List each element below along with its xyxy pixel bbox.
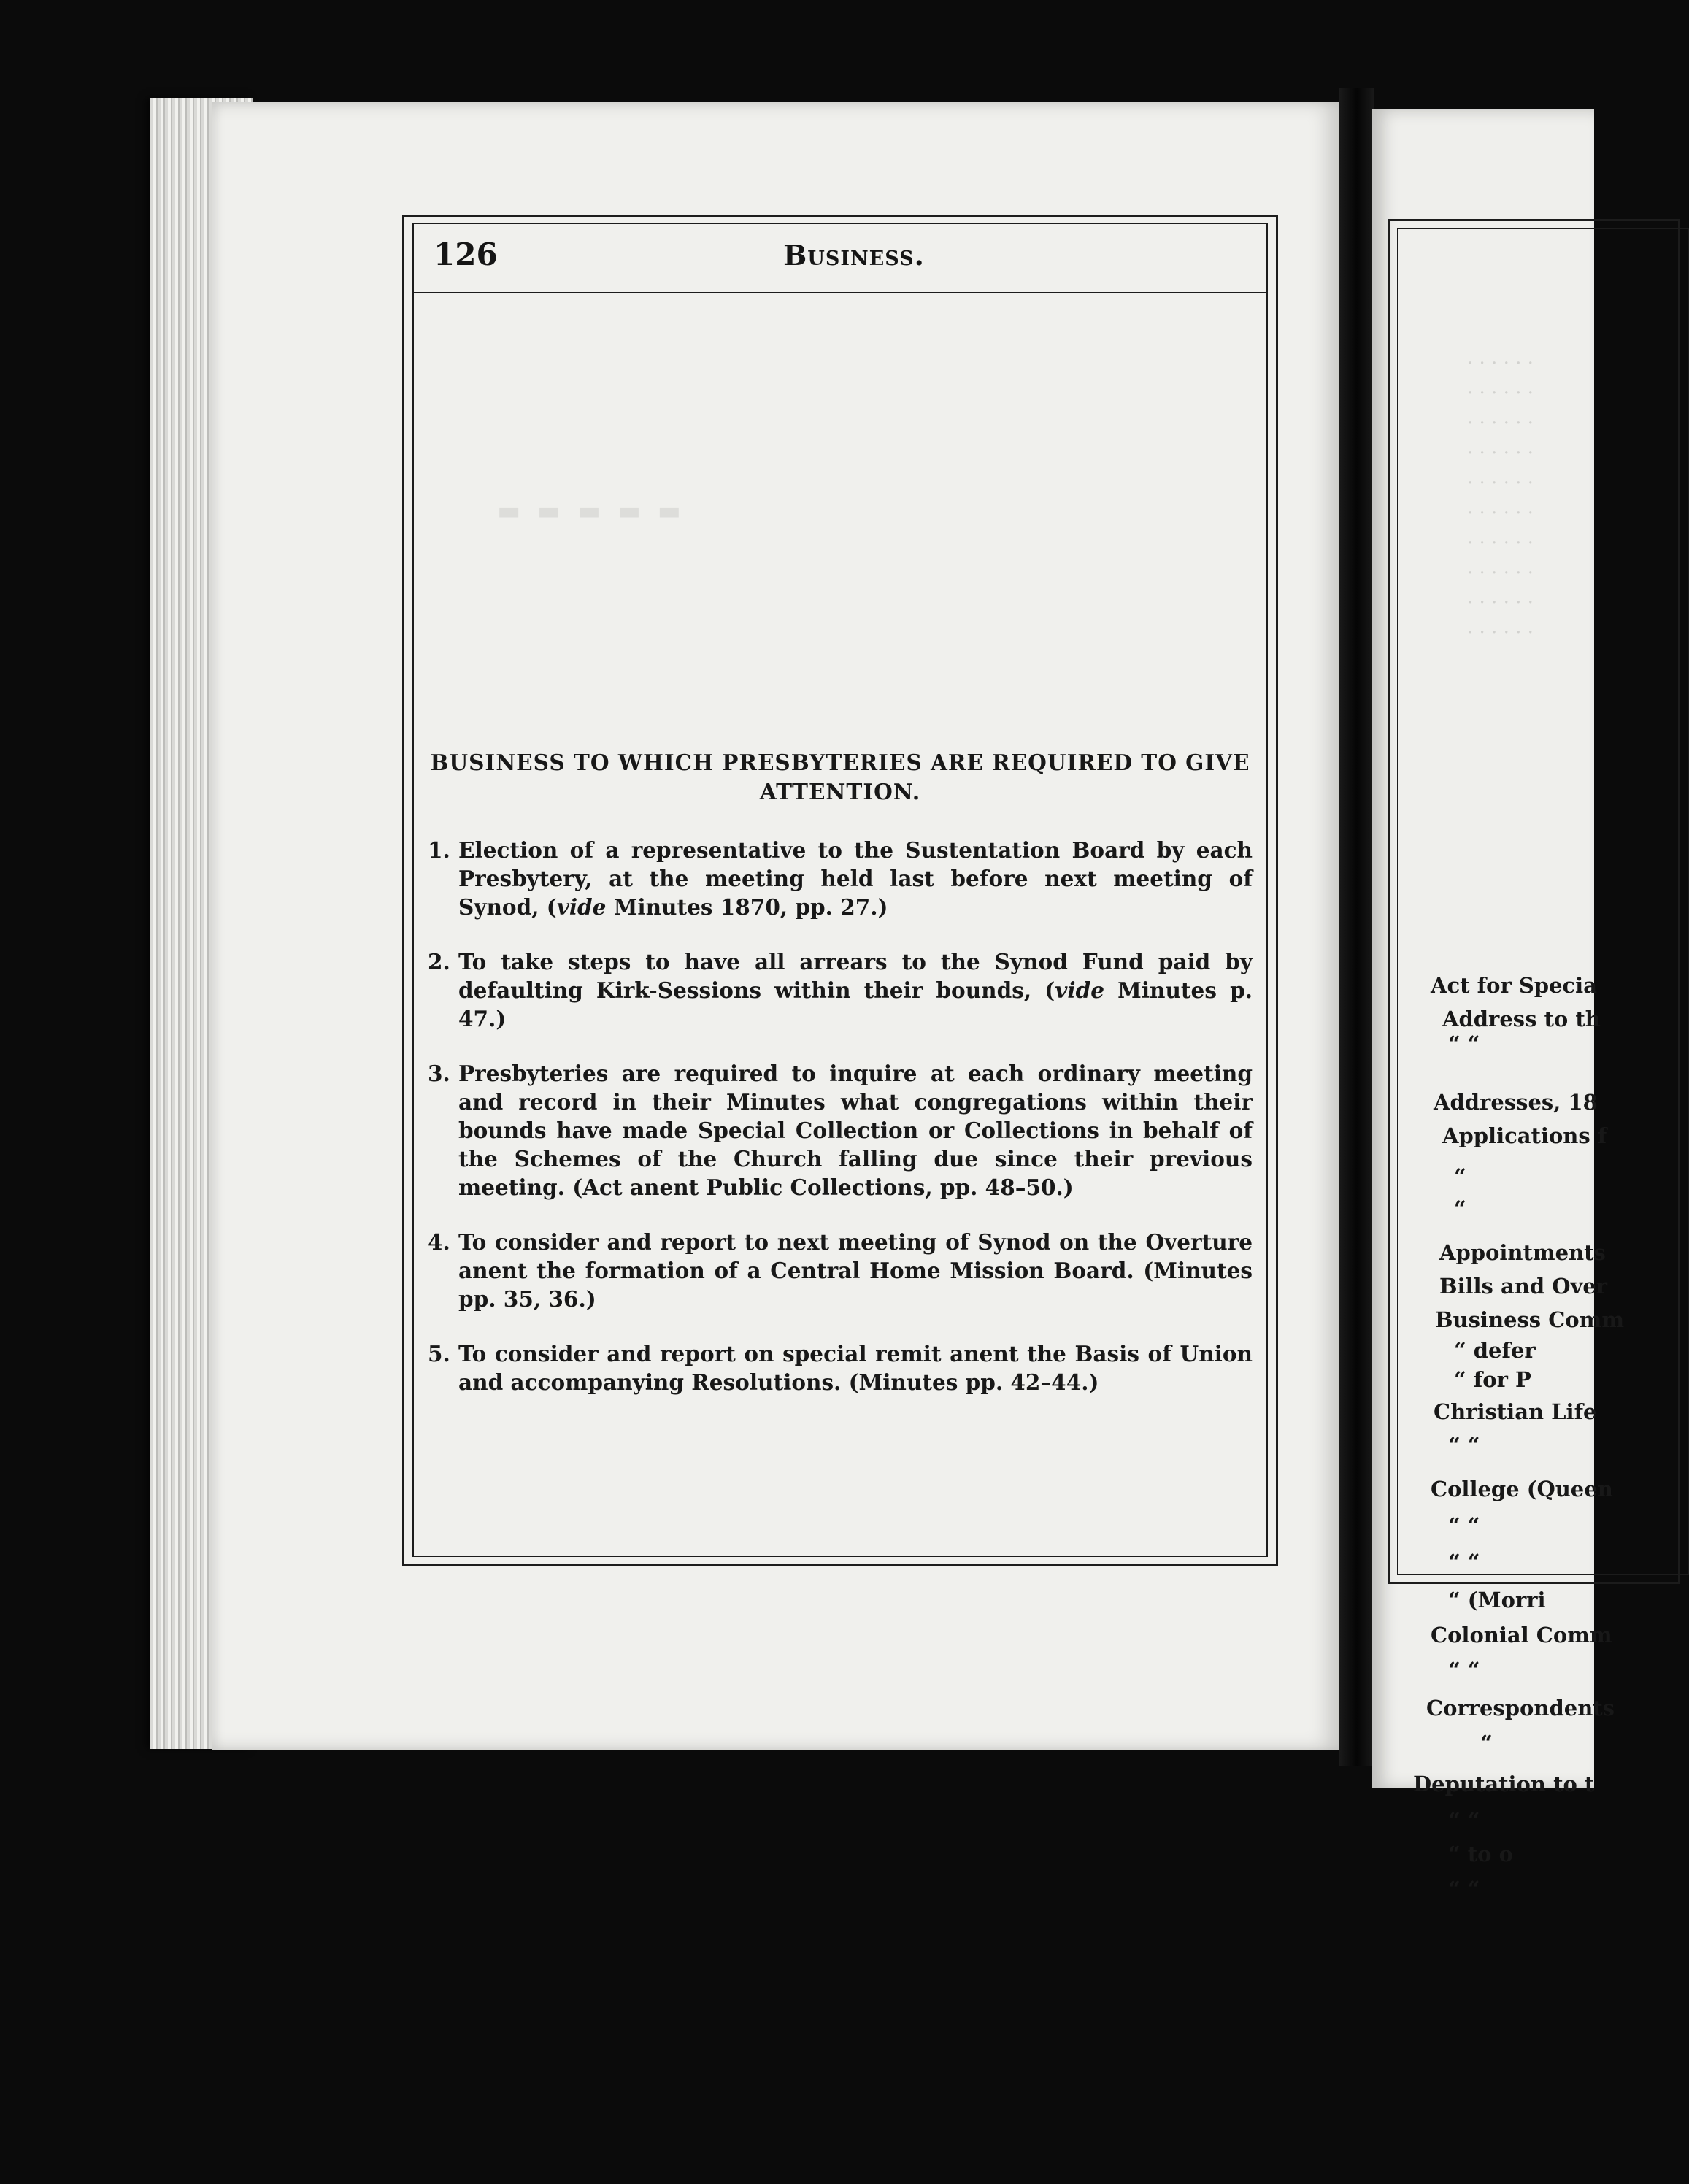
- list-item: [428, 1228, 1253, 1313]
- item-number: 3.: [428, 1061, 450, 1086]
- page-content: [428, 748, 1253, 1423]
- index-entry: “: [1480, 1731, 1493, 1756]
- index-entry: “ “: [1448, 1808, 1480, 1833]
- list-item: [428, 947, 1253, 1033]
- page-number: 126: [434, 237, 498, 272]
- index-entry: “ to o: [1448, 1842, 1513, 1866]
- item-text-part: To take steps to have all arrears to the Synod Fund paid by defaulting Kirk-Sessions within their bounds, (: [458, 949, 1253, 1003]
- header-rule: [412, 292, 1268, 293]
- page-title: BUSINESS TO WHICH PRESBYTERIES ARE REQUIRED TO GIVE ATTENTION.: [430, 750, 1250, 804]
- item-emphasis: vide: [556, 894, 607, 920]
- index-entry: “ “: [1448, 1031, 1480, 1056]
- item-text-part: Election of a representative to the Sustentation Board by each Presbytery, at the meeting held last before next meeting of Synod, (: [458, 837, 1253, 920]
- item-text: To consider and report to next meeting of Synod on the Overture anent the formation of a Central Home Mission Board. (Minutes pp. 35, 36.): [458, 1229, 1253, 1312]
- index-entry: “: [1454, 1164, 1466, 1189]
- index-entry: Correspondents: [1426, 1696, 1615, 1720]
- index-entry: “ (Morri: [1448, 1588, 1546, 1612]
- index-entry: Act for Specia: [1431, 973, 1597, 998]
- index-entry: Address to th: [1442, 1007, 1601, 1031]
- index-entry: “: [1454, 1196, 1466, 1221]
- list-item: [428, 836, 1253, 921]
- index-entry: “ “: [1448, 1550, 1480, 1574]
- item-number: 1.: [428, 837, 450, 863]
- index-entry: College (Queen: [1431, 1477, 1613, 1502]
- item-text: To consider and report on special remit anent the Basis of Union and accompanying Resolutions. (Minutes pp. 42–44.): [458, 1341, 1253, 1395]
- right-page-index: [1413, 971, 1625, 1902]
- index-entry: “ “: [1448, 1433, 1480, 1458]
- item-text: [458, 947, 1253, 1033]
- index-entry: Christian Life: [1434, 1399, 1597, 1424]
- list-item: [428, 1339, 1253, 1396]
- index-entry: “ “: [1448, 1658, 1480, 1683]
- index-entry: “ defer: [1454, 1338, 1536, 1363]
- item-number: 4.: [428, 1229, 450, 1255]
- index-entry: Appointments: [1439, 1240, 1606, 1265]
- item-text: Presbyteries are required to inquire at each ordinary meeting and record in their Minutes what congregations within their bounds have made Special Collection or Collections in behalf of the Schemes of the Church falling due since their previous meeting. (Act anent Public Collections, pp. 48–50.): [458, 1061, 1253, 1200]
- list-item: [428, 1059, 1253, 1201]
- index-entry: “ “: [1448, 1513, 1480, 1538]
- running-head: Business.: [783, 239, 925, 272]
- item-text-part: Minutes p. 47.): [458, 977, 1253, 1031]
- item-emphasis: vide: [1055, 977, 1105, 1003]
- index-entry: Deputation to t: [1413, 1772, 1595, 1796]
- index-entry: Business Comm: [1435, 1307, 1625, 1332]
- index-entry: “ for P: [1454, 1367, 1531, 1392]
- item-number: 2.: [428, 949, 450, 974]
- index-entry: Bills and Over: [1439, 1274, 1608, 1299]
- index-entry: Addresses, 18: [1434, 1090, 1598, 1115]
- index-entry: Colonial Comm: [1431, 1623, 1612, 1647]
- item-number: 5.: [428, 1341, 450, 1366]
- index-entry: Applications f: [1442, 1123, 1607, 1148]
- book-gutter: [1339, 88, 1374, 1766]
- item-text-part: Minutes 1870, pp. 27.): [606, 894, 888, 920]
- right-page-faint-table: . . . . . . . . . . . . . . . . . . . . . . . . . . . . . . . . . . . . . . . . . . . . . . . . . . . . . . . . . . . .: [1467, 347, 1534, 638]
- index-entry: “ “: [1448, 1877, 1480, 1902]
- item-text: [458, 836, 1253, 921]
